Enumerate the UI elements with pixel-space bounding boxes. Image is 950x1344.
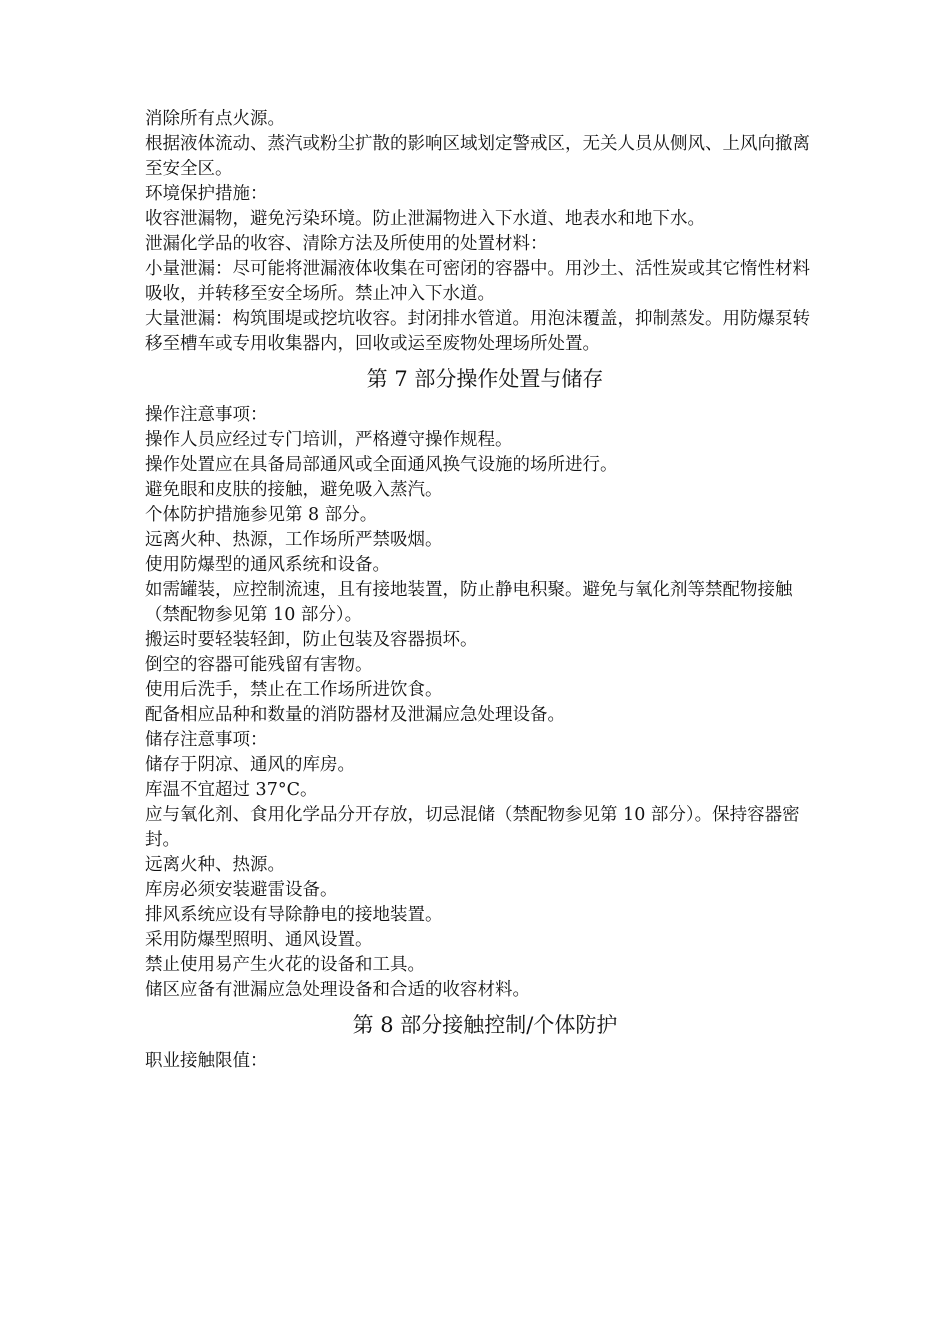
paragraph: 储区应备有泄漏应急处理设备和合适的收容材料。 [145, 980, 530, 1000]
paragraph: 使用防爆型的通风系统和设备。 [145, 555, 390, 575]
paragraph: 环境保护措施： [145, 184, 268, 204]
paragraph: 如需罐装，应控制流速，且有接地装置，防止静电积聚。避免与氧化剂等禁配物接触（禁配物参见第 10 部分）。 [145, 580, 793, 625]
paragraph: 收容泄漏物，避免污染环境。防止泄漏物进入下水道、地表水和地下水。 [145, 209, 705, 229]
paragraph: 倒空的容器可能残留有害物。 [145, 655, 373, 675]
paragraph: 使用后洗手，禁止在工作场所进饮食。 [145, 680, 443, 700]
paragraph: 职业接触限值： [145, 1051, 268, 1071]
paragraph: 大量泄漏：构筑围堤或挖坑收容。封闭排水管道。用泡沫覆盖，抑制蒸发。用防爆泵转移至槽车或专用收集器内，回收或运至废物处理场所处置。 [145, 309, 810, 354]
paragraph: 小量泄漏：尽可能将泄漏液体收集在可密闭的容器中。用沙土、活性炭或其它惰性材料吸收，并转移至安全场所。禁止冲入下水道。 [145, 259, 810, 304]
paragraph: 操作处置应在具备局部通风或全面通风换气设施的场所进行。 [145, 455, 618, 475]
paragraph: 采用防爆型照明、通风设置。 [145, 930, 373, 950]
paragraph: 个体防护措施参见第 8 部分。 [145, 505, 378, 525]
paragraph: 库温不宜超过 37°C。 [145, 780, 318, 800]
paragraph: 根据液体流动、蒸汽或粉尘扩散的影响区域划定警戒区，无关人员从侧风、上风向撤离至安全区。 [145, 134, 810, 179]
section-8-heading: 第 8 部分接触控制/个体防护 [352, 1013, 618, 1037]
paragraph: 配备相应品种和数量的消防器材及泄漏应急处理设备。 [145, 705, 565, 725]
paragraph: 远离火种、热源，工作场所严禁吸烟。 [145, 530, 443, 550]
paragraph: 远离火种、热源。 [145, 855, 285, 875]
paragraph: 操作人员应经过专门培训，严格遵守操作规程。 [145, 430, 513, 450]
paragraph: 应与氧化剂、食用化学品分开存放，切忌混储（禁配物参见第 10 部分）。保持容器密封。 [145, 805, 800, 850]
paragraph: 操作注意事项： [145, 405, 268, 425]
paragraph: 消除所有点火源。 [145, 109, 285, 129]
paragraph: 储存注意事项： [145, 730, 268, 750]
paragraph: 禁止使用易产生火花的设备和工具。 [145, 955, 425, 975]
paragraph: 避免眼和皮肤的接触，避免吸入蒸汽。 [145, 480, 443, 500]
paragraph: 排风系统应设有导除静电的接地装置。 [145, 905, 443, 925]
document-body [145, 107, 825, 1074]
paragraph: 储存于阴凉、通风的库房。 [145, 755, 355, 775]
paragraph: 搬运时要轻装轻卸，防止包装及容器损坏。 [145, 630, 478, 650]
paragraph: 泄漏化学品的收容、清除方法及所使用的处置材料： [145, 234, 548, 254]
paragraph: 库房必须安装避雷设备。 [145, 880, 338, 900]
section-7-heading: 第 7 部分操作处置与储存 [366, 367, 604, 391]
